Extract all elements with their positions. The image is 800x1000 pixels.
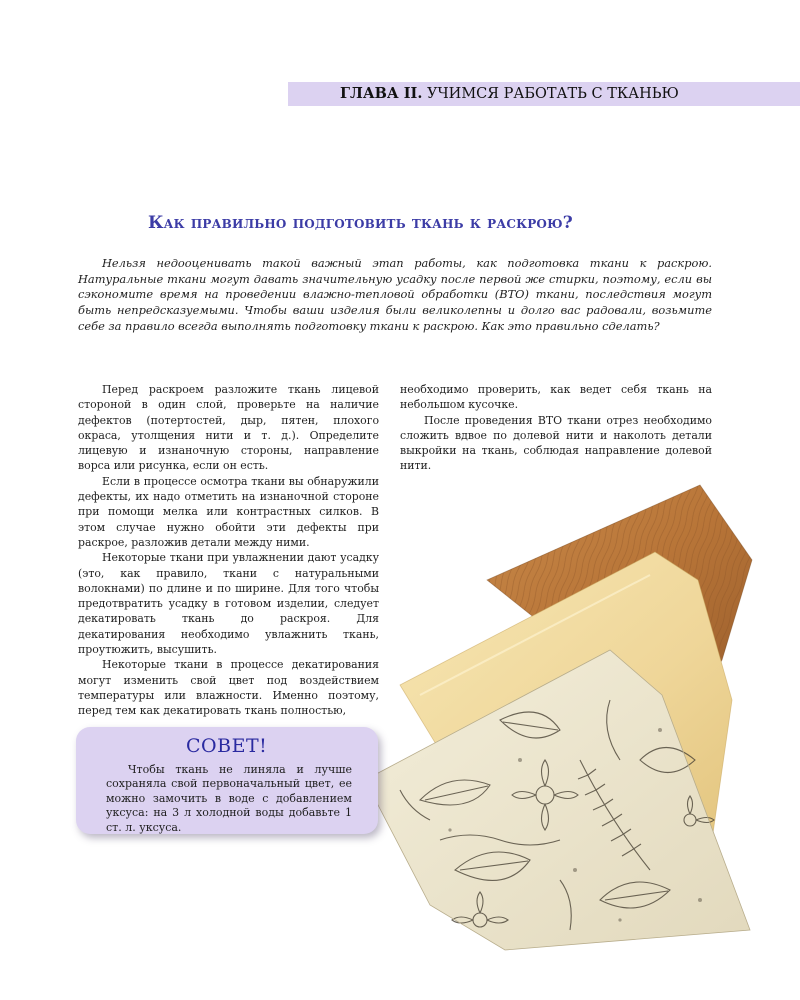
- body-paragraph: Если в процессе осмотра ткани вы обнаружили дефекты, их надо отметить на изнаночной стороне при помощи мелка или контрастных силков. В этом случае нужно обойти эти дефекты при раскрое, разложив детали между ними.: [78, 474, 379, 549]
- tip-text: Чтобы ткань не линяла и лучше сохраняла свой первоначальный цвет, ее можно замочить в воде с добавлением уксуса: на 3 л холодной воды добавьте 1 ст. л. уксуса.: [106, 763, 352, 834]
- body-paragraph: необходимо проверить, как ведет себя ткань на небольшом кусочке.: [400, 383, 712, 412]
- body-paragraph: После проведения ВТО ткани отрез необходимо сложить вдвое по долевой нити и наколоть детали выкройки на ткань, соблюдая направление долевой нити.: [400, 413, 712, 473]
- body-paragraph: Некоторые ткани при увлажнении дают усадку (это, как правило, ткани с натуральными волокнами) по длине и по ширине. Для того чтобы предотвратить усадку в готовом изделии, следует декатировать ткань до раскроя. Для декатирования необходимо увлажнить ткань, проутюжить, высушить.: [78, 551, 379, 657]
- chapter-label: ГЛАВА II.: [340, 85, 423, 102]
- tip-box: [76, 727, 378, 834]
- tip-title: СОВЕТ!: [186, 735, 268, 757]
- body-paragraph: Некоторые ткани в процессе декатирования могут изменить свой цвет под воздействием температуры или влажности. Именно поэтому, перед тем как декатировать ткань полностью,: [78, 658, 379, 718]
- body-paragraph: Перед раскроем разложите ткань лицевой стороной в один слой, проверьте на наличие дефектов (потертостей, дыр, пятен, плохого окраса, утолщения нити и т. д.). Определите лицевую и изнаночную стороны, направление ворса или рисунка, если он есть.: [78, 383, 379, 473]
- chapter-name: УЧИМСЯ РАБОТАТЬ С ТКАНЬЮ: [426, 86, 679, 102]
- intro-paragraph: Нельзя недооценивать такой важный этап работы, как подготовка ткани к раскрою. Натуральные ткани могут давать значительную усадку после первой же стирки, поэтому, если вы сэкономите время на проведении влажно-тепловой обработки (ВТО) ткани, последствия могут быть непредсказуемыми. Чтобы ваши изделия были великолепны и долго вас радовали, возьмите себе за правило всегда выполнять подготовку ткани к раскрою. Как это правильно сделать?: [78, 256, 712, 333]
- section-title: Как правильно подготовить ткань к раскрою?: [148, 213, 573, 233]
